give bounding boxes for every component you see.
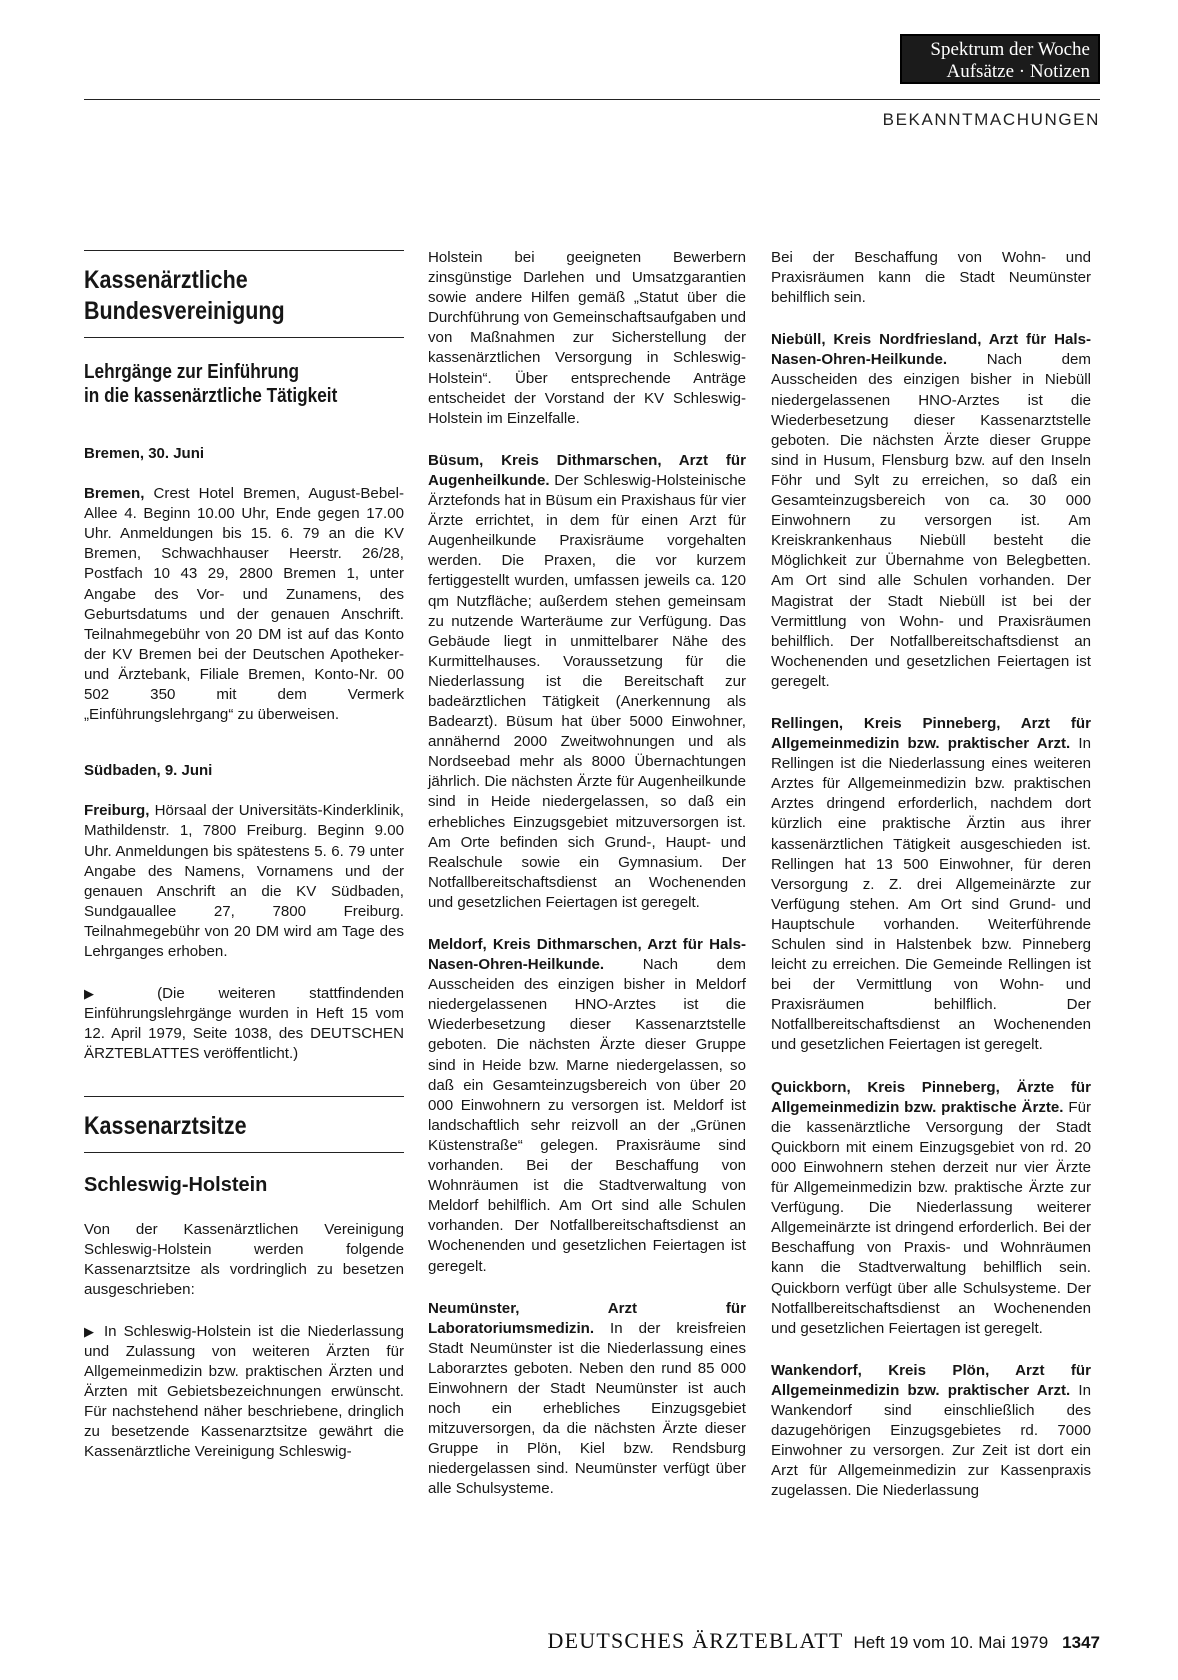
paragraph-lead: Bremen, — [84, 485, 145, 503]
listing-niebuell — [771, 330, 1091, 692]
heading-kbv-line-2: Bundesvereinigung — [84, 297, 285, 325]
listing-title: Niebüll, Kreis Nordfriesland, Arzt für Hals-Nasen-Ohren-Heilkunde. — [771, 331, 1091, 369]
listing-buesum — [428, 451, 746, 913]
paragraph-continued — [771, 248, 1091, 308]
paragraph-intro — [84, 1220, 404, 1300]
heading-rule-top — [84, 1096, 404, 1097]
listing-text: In der kreisfreien Stadt Neumünster ist die Niederlassung eines Laborarztes geboten. Neben den rund 85 000 Einwohnern der Stadt Neumünster ist auch noch ein erhebliches Einzugsgebiet mitzuversorgen, da die nächsten Ärzte dieser Gruppe in Plön, Kiel bzw. Rendsburg niedergelassen sind. Neumünster verfügt über alle Schulsysteme. — [428, 1319, 746, 1498]
paragraph-text: Holstein bei geeigneten Bewerbern zinsgünstige Darlehen und Umsatzgarantien sowie andere Hilfen gemäß „Statut über die Durchführung von Gemeinschaftsaufgaben und von Maßnahmen zur Sicherstellung der kassenärztlichen Versorgung in Schleswig-Holstein“. Über entsprechende Anträge entscheidet der Vorstand der KV Schleswig-Holstein im Einzelfalle. — [428, 249, 746, 427]
page-footer — [548, 1628, 1100, 1654]
header-rule — [84, 99, 1100, 100]
subheading-line-2: in die kassenärztliche Tätigkeit — [84, 385, 338, 407]
heading-rule-bottom — [84, 1152, 404, 1153]
arrow-icon: ▶ — [84, 986, 124, 1002]
listing-neumuenster — [428, 1299, 746, 1500]
paragraph-continued — [428, 248, 746, 429]
page-number: 1347 — [1062, 1633, 1100, 1652]
date-heading-suedbaden: Südbaden, 9. Juni — [84, 762, 213, 780]
column-2 — [428, 248, 746, 1522]
heading-kbv — [84, 265, 359, 327]
listing-meldorf — [428, 935, 746, 1277]
subheading-line-1: Lehrgänge zur Einführung — [84, 361, 299, 383]
paragraph-text: In Schleswig-Holstein ist die Niederlassung und Zulassung von weiteren Ärzten für Allgemeinmedizin bzw. praktischen Ärzten und Ärzten mit Gebietsbezeichnungen erwünscht. Für nachstehend näher beschriebene, dringlich zu besetzende Kassenarztsitze gewährt die Kassenärztliche Vereinigung Schleswig- — [84, 1322, 404, 1461]
paragraph-text: Hörsaal der Universitäts-Kinderklinik, Mathildenstr. 1, 7800 Freiburg. Beginn 9.00 Uhr. Anmeldungen bis spätestens 5. 6. 79 unter Angabe des Namens, Vornamens und der genauen Anschrift an die KV Südbaden, Sundgauallee 27, 7800 Freiburg. Teilnahmegebühr von 20 DM wird am Tage des Lehrganges erhoben. — [84, 802, 404, 960]
region-heading: Schleswig-Holstein — [84, 1174, 268, 1197]
paragraph-lead: Freiburg, — [84, 802, 150, 820]
listing-text: Für die kassenärztliche Versorgung der Stadt Quickborn mit einem Einzugsgebiet von rd. 20 000 Einwohnern stehen derzeit nur vier Ärzte für Allgemeinmedizin bzw. praktische Ärzte zur Verfügung. Die Niederlassung weiterer Allgemeinärzte ist dringend erforderlich. Bei der Beschaffung von Praxis- und Wohnräumen kann die Stadtverwaltung behilflich sein. Quickborn verfügt über alle Schulsysteme. Der Notfallbereitschaftsdienst an Wochenenden und gesetzlichen Feiertagen ist geregelt. — [771, 1098, 1092, 1337]
paragraph-text: Von der Kassenärztlichen Vereinigung Schleswig-Holstein werden folgende Kassenarztsitze als vordringlich zu besetzen ausgeschrieben: — [84, 1220, 404, 1298]
paragraph-text: Crest Hotel Bremen, August-Bebel-Allee 4. Beginn 10.00 Uhr, Ende gegen 17.00 Uhr. Anmeldungen bis 15. 6. 79 an die KV Bremen, Schwachhauser Heerstr. 26/28, Postfach 10 43 29, 2800 Bremen 1, unter Angabe des Vor- und Zunamens, des Geburtsdatums und der genauen Anschrift. Teilnahmegebühr von 20 DM ist auf das Konto der KV Bremen bei der Deutschen Apotheker- und Ärztebank, Filiale Bremen, Konto-Nr. 00 502 350 mit dem Vermerk „Einführungslehrgang“ zu überweisen. — [84, 485, 404, 724]
listing-title: Büsum, Kreis Dithmarschen, Arzt für Augenheilkunde. — [428, 451, 746, 489]
badge-line-2: Aufsätze · Notizen — [946, 61, 1090, 82]
paragraph-text: (Die weiteren stattfindenden Einführungslehrgänge wurden in Heft 15 vom 12. April 1979, Seite 1038, des DEUTSCHEN ÄRZTEBLATTES veröffentlicht.) — [84, 985, 404, 1063]
section-label: BEKANNTMACHUNGEN — [882, 110, 1100, 129]
listing-title: Quickborn, Kreis Pinneberg, Ärzte für Allgemeinmedizin bzw. praktische Ärzte. — [771, 1078, 1091, 1116]
listing-text: Der Schleswig-Holsteinische Ärztefonds hat in Büsum ein Praxishaus für vier Ärzte errichtet, in dem für einen Arzt für Augenheilkunde Praxisräume vorgehalten werden. Die Praxen, die vor kurzem fertiggestellt wurden, umfassen jeweils ca. 120 qm Nutzfläche; außerdem stehen gemeinsam zu nutzende Warteräume zur Verfügung. Das Gebäude liegt in unmittelbarer Nähe des Kurmittelhauses. Voraussetzung für die Niederlassung ist die Bereitschaft zur badeärztlichen Tätigkeit (Anerkennung als Badearzt). Büsum hat über 5000 Einwohner, annähernd 2000 Zweitwohnungen und als Nordseebad mehr als 8000 Übernachtungen jährlich. Die nächsten Ärzte für Augenheilkunde sind in Heide niedergelassen, so daß ein erhebliches Einzugsgebiet mitzuversorgen ist. Am Orte befinden sich Grund-, Haupt- und Realschule sowie ein Gymnasium. Der Notfallbereitschaftsdienst an Wochenenden und gesetzlichen Feiertagen ist geregelt. — [428, 471, 746, 911]
listing-text: Nach dem Ausscheiden des einzigen bisher in Niebüll niedergelassenen HNO-Arztes ist die Wiederbesetzung dieser Kassenarztstelle geboten. Die nächsten Ärzte dieser Gruppe sind in Husum, Flensburg bzw. auf den Inseln Föhr und Sylt zu erreichen, so daß ein Gesamteinzugsbereich von ca. 30 000 Einwohnern zu versorgen ist. Am Kreiskrankenhaus Niebüll besteht die Möglichkeit zur Übernahme von Belegbetten. Am Ort sind alle Schulen vorhanden. Der Magistrat der Stadt Niebüll ist bei der Vermittlung von Wohn- und Praxisräumen behilflich. Der Notfallbereitschaftsdienst an Wochenenden und gesetzlichen Feiertagen ist geregelt. — [771, 351, 1091, 690]
listing-title: Meldorf, Kreis Dithmarschen, Arzt für Hals-Nasen-Ohren-Heilkunde. — [428, 936, 746, 974]
section-badge — [900, 34, 1100, 84]
heading-kassenarztsitze: Kassenarztsitze — [84, 1112, 247, 1141]
issue-info: Heft 19 vom 10. Mai 1979 — [853, 1633, 1049, 1652]
listing-rellingen — [771, 714, 1091, 1056]
listing-title: Neumünster, Arzt für Laboratoriumsmedizin. — [428, 1299, 746, 1337]
listing-wankendorf — [771, 1361, 1091, 1502]
heading-kbv-line-1: Kassenärztliche — [84, 266, 248, 294]
listing-text: In Rellingen ist die Niederlassung eines weiteren Arztes für Allgemeinmedizin bzw. praktischen Arztes dringend erforderlich, nachdem dort kürzlich eine praktische Ärztin aus ihrer kassenärztlichen Tätigkeit ausgeschieden ist. Rellingen hat 13 500 Einwohner, für deren Versorgung z. Z. drei Allgemeinärzte zur Verfügung stehen. Am Ort sind Grund- und Hauptschule vorhanden. Weiterführende Schulen sind in Halstenbek bzw. Pinneberg leicht zu erreichen. Die Gemeinde Rellingen ist bei der Vermittlung von Wohn- und Praxisräumen behilflich. Der Notfallbereitschaftsdienst an Wochenenden und gesetzlichen Feiertagen ist geregelt. — [771, 735, 1091, 1054]
column-3 — [771, 248, 1091, 1523]
paragraph-freiburg — [84, 801, 404, 962]
listing-text: In Wankendorf sind einschließlich des dazugehörigen Einzugsgebietes rd. 7000 Einwohner zu versorgen. Zur Zeit ist dort ein Arzt für Allgemeinmedizin zur Kassenpraxis zugelassen. Die Niederlassung — [771, 1381, 1091, 1500]
paragraph-sh — [84, 1322, 404, 1463]
listing-quickborn — [771, 1078, 1091, 1339]
listing-title: Wankendorf, Kreis Plön, Arzt für Allgemeinmedizin bzw. praktischer Arzt. — [771, 1361, 1091, 1399]
heading-rule-top — [84, 250, 404, 251]
journal-name: DEUTSCHES ÄRZTEBLATT — [547, 1628, 844, 1653]
subheading-lehrgaenge — [84, 360, 359, 408]
column-1 — [84, 250, 404, 1485]
paragraph-bremen — [84, 484, 404, 725]
listing-text: Nach dem Ausscheiden des einzigen bisher in Meldorf niedergelassenen HNO-Arztes ist die Wiederbesetzung dieser Kassenarztstelle geboten. Die nächsten Ärzte dieser Gruppe sind in Heide bzw. Marne niedergelassen, so daß ein Gesamteinzugsbereich von über 20 000 Einwohnern zu versorgen ist. Meldorf ist landschaftlich sehr reizvoll an der „Grünen Küstenstraße“ gelegen. Praxisräume sind vorhanden. Bei der Beschaffung von Wohnräumen ist die Stadtverwaltung von Meldorf behilflich. Am Ort sind alle Schulen vorhanden. Der Notfallbereitschaftsdienst an Wochenenden und gesetzlichen Feiertagen ist geregelt. — [428, 956, 746, 1275]
listing-title: Rellingen, Kreis Pinneberg, Arzt für Allgemeinmedizin bzw. praktischer Arzt. — [771, 714, 1091, 753]
arrow-icon: ▶ — [84, 1323, 97, 1339]
date-heading-bremen: Bremen, 30. Juni — [84, 445, 205, 462]
paragraph-note — [84, 984, 404, 1064]
heading-rule-bottom — [84, 337, 404, 338]
badge-line-1: Spektrum der Woche — [930, 39, 1090, 60]
paragraph-text: Bei der Beschaffung von Wohn- und Praxisräumen kann die Stadt Neumünster behilflich sein. — [771, 249, 1091, 307]
